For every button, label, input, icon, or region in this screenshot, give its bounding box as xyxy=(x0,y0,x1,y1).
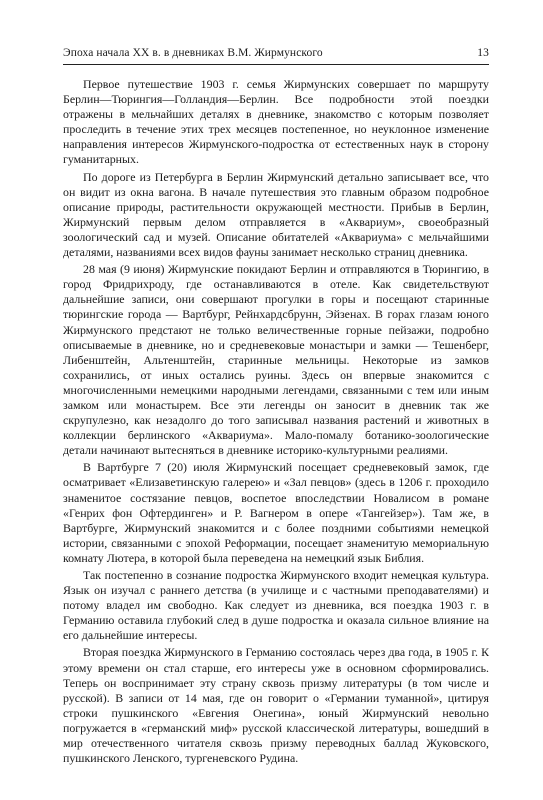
paragraph-5: Так постепенно в сознание подростка Жирмунского входит немецкая культура. Язык он изучал с раннего детства (в училище и с частными преподавателями) и потому владел им свободно. Как следует из дневника, вся поездка 1903 г. в Германию оставила глубокий след в душе подростка и оказала сильное влияние на его дальнейшие интересы. xyxy=(63,568,489,643)
paragraph-3: 28 мая (9 июня) Жирмунские покидают Берлин и отправляются в Тюрингию, в город Фридрихроду, где останавливаются в отеле. Как свидетельствуют дальнейшие записи, они совершают прогулки в горы и посещают старинные тюрингские города — Вартбург, Рейнхардсбрунн, Эйзенах. В горах глазам юного Жирмунского предстают не только величественные горные пейзажи, подробно описываемые в дневнике, но и средневековые монастыри и замки — Тешенберг, Либенштейн, Альтенштейн, старинные мельницы. Некоторые из замков сохранились, от иных остались руины. Здесь он впервые знакомится с многочисленными немецкими народными легендами, связанными с тем или иным замком или монастырем. Все эти легенды он заносит в дневник так же скрупулезно, как незадолго до того записывал названия растений и животных в коллекции берлинского «Аквариума». Мало-помалу ботанико-зоологические детали начинают вытесняться в дневнике историко-культурными реалиями. xyxy=(63,262,489,458)
paragraph-2: По дороге из Петербурга в Берлин Жирмунский детально записывает все, что он видит из окна вагона. В начале путешествия это главным образом подробное описание природы, растительности окружающей местности. Прибыв в Берлин, Жирмунский первым делом отправляется в «Аквариум», своеобразный зоологический сад и музей. Описание обитателей «Аквариума» с мельчайшими деталями, названиями всех видов фауны занимает несколько страниц дневника. xyxy=(63,169,489,260)
running-title: Эпоха начала ХХ в. в дневниках В.М. Жирмунского xyxy=(63,47,323,59)
paragraph-6: Вторая поездка Жирмунского в Германию состоялась через два года, в 1905 г. К этому времени он стал старше, его интересы уже в основном сформировались. Теперь он воспринимает эту страну сквозь призму литературы (в том числе и русской). В записи от 14 мая, где он говорит о «Германии туманной», цитируя строки пушкинского «Евгения Онегина», юный Жирмунский невольно погружается в «германский миф» русской классической литературы, вошедший в мир отечественного читателя сквозь призму переводных баллад Жуковского, пушкинского Ленского, тургеневского Рудина. xyxy=(63,645,489,766)
paragraph-1: Первое путешествие 1903 г. семья Жирмунских совершает по маршруту Берлин—Тюрингия—Голландия—Берлин. Все подробности этой поездки отражены в мельчайших деталях в дневнике, знакомство с которым позволяет проследить в течение этих трех месяцев постепенное, но неуклонное изменение направления интересов Жирмунского-подростка от естественных наук в сторону гуманитарных. xyxy=(63,77,489,167)
main-text xyxy=(63,77,489,768)
page-number: 13 xyxy=(477,47,489,59)
running-header xyxy=(63,47,489,65)
paragraph-4: В Вартбурге 7 (20) июля Жирмунский посещает средневековый замок, где осматривает «Елизаветинскую галерею» и «Зал певцов» (здесь в 1206 г. проходило знаменитое состязание певцов, воспетое впоследствии Новалисом в романе «Генрих фон Офтердинген» и Р. Вагнером в опере «Тангейзер»). Там же, в Вартбурге, Жирмунский знакомится и с более поздними событиями немецкой истории, связанными с эпохой Реформации, посещает знаменитую мемориальную комнату Лютера, в которой была переведена на немецкий язык Библия. xyxy=(63,460,489,565)
header-rule xyxy=(63,64,489,65)
